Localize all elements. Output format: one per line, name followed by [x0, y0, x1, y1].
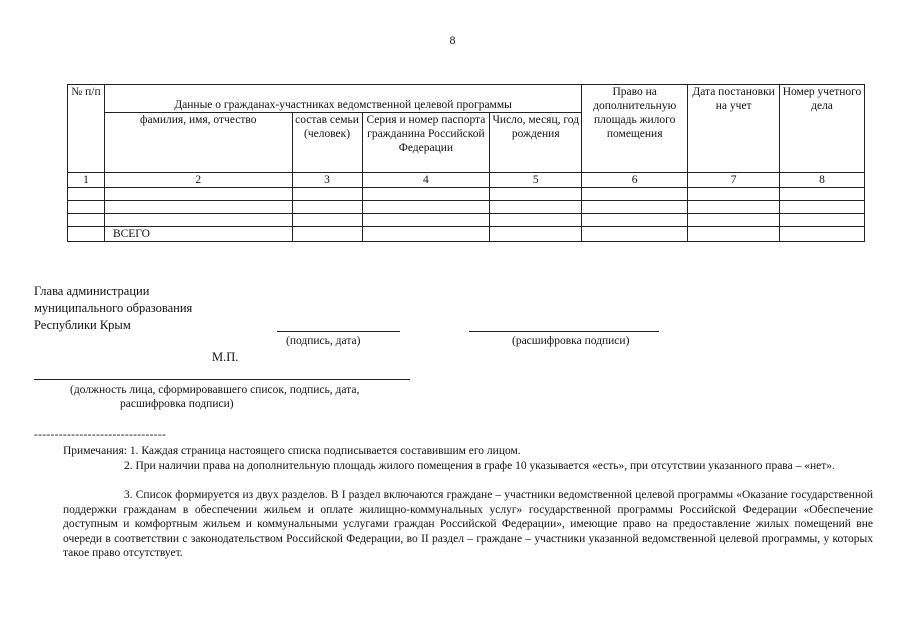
total-row: [68, 227, 865, 242]
header-num: № п/п: [68, 85, 105, 173]
header-passport: Серия и номер паспорта гражданина Российской Федерации: [362, 113, 490, 173]
header-group: Данные о гражданах-участниках ведомственной целевой программы: [104, 85, 581, 113]
table-row: [68, 188, 865, 201]
header-fio: фамилия, имя, отчество: [104, 113, 292, 173]
official-caption-1: (должность лица, сформировавшего список, подпись, дата,: [70, 384, 360, 396]
table-row: [68, 201, 865, 214]
stamp-place: М.П.: [212, 350, 239, 364]
header-family: состав семьи (человек): [292, 113, 362, 173]
col-number: 2: [104, 173, 292, 188]
header-right: Право на дополнительную площадь жилого помещения: [582, 85, 688, 173]
col-number: 1: [68, 173, 105, 188]
decode-caption: (расшифровка подписи): [512, 335, 630, 347]
col-number: 7: [688, 173, 780, 188]
col-number: 5: [490, 173, 582, 188]
column-numbers-row: [68, 173, 865, 188]
table-row: [68, 214, 865, 227]
official-line: [34, 379, 410, 380]
note-1: Примечания: 1. Каждая страница настоящего списка подписывается составившим его лицом.: [63, 445, 521, 457]
header-date: Дата постановки на учет: [688, 85, 780, 173]
total-label: ВСЕГО: [104, 227, 292, 242]
head-title-line3: Республики Крым: [34, 318, 131, 332]
col-number: 8: [780, 173, 865, 188]
signature-line: [277, 331, 400, 332]
note-2: 2. При наличии права на дополнительную площадь жилого помещения в графе 10 указывается «есть», при отсутствии указанного права – «нет».: [124, 460, 835, 472]
page-number: 8: [449, 33, 456, 47]
col-number: 3: [292, 173, 362, 188]
header-case: Номер учетного дела: [780, 85, 865, 173]
decode-line: [469, 331, 659, 332]
col-number: 4: [362, 173, 490, 188]
head-title-line1: Глава администрации: [34, 284, 150, 298]
col-number: 6: [582, 173, 688, 188]
sign-date-caption: (подпись, дата): [286, 335, 361, 347]
citizens-table: [67, 84, 865, 242]
head-title-line2: муниципального образования: [34, 301, 193, 315]
official-caption-2: расшифровка подписи): [120, 398, 234, 410]
notes-separator: --------------------------------: [34, 429, 167, 441]
note-3: 3. Список формируется из двух разделов. В I раздел включаются граждане – участники ведомственной целевой программы «Оказание государственной поддержки гражданам в обеспечении жильем и оплате жилищно-коммунальных услуг» государственной программы Российской Федерации «Обеспечение доступным и комфортным жильем и коммунальными услугами граждан Российской Федерации», имеющие право на предоставление жилых помещений вне очереди в соответствии с законодательством Российской Федерации, во II раздел – граждане – участники указанной ведомственной целевой программы, у которых такое право отсутствует.: [63, 489, 873, 559]
header-birth: Число, месяц, год рождения: [490, 113, 582, 173]
